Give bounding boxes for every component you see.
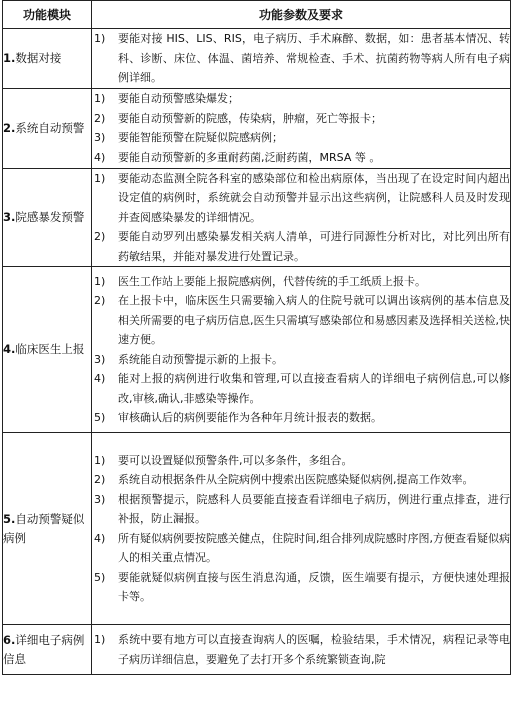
item-index: 4) xyxy=(94,372,106,385)
function-spec-table xyxy=(2,0,511,675)
item-index: 1) xyxy=(94,633,106,646)
item-text: 要能自动罗列出感染暴发相关病人清单，可进行同源性分析对比，对比列出所有药敏结果，并能对暴发进行处置记录。 xyxy=(118,230,510,263)
table-row xyxy=(3,433,511,625)
item-index: 4) xyxy=(94,531,106,545)
module-name: 自动预警疑似病例 xyxy=(3,511,85,545)
list-item xyxy=(92,451,510,471)
list-item xyxy=(92,490,510,529)
list-item xyxy=(92,227,510,266)
item-text: 要能智能预警在院疑似院感病例； xyxy=(118,131,283,144)
header-module: 功能模块 xyxy=(3,1,92,29)
table-row xyxy=(3,88,511,168)
module-name: 系统自动预警 xyxy=(15,120,85,135)
item-text: 系统中要有地方可以直接查询病人的医嘱，检验结果，手术情况，病程记录等电子病历详细信息，要避免了去打开多个系统繁锁查询,院 xyxy=(118,633,510,666)
item-index: 1) xyxy=(94,453,106,467)
list-item xyxy=(92,109,510,129)
module-name: 院感暴发预警 xyxy=(15,209,85,224)
item-index: 3) xyxy=(94,352,106,366)
item-index: 4) xyxy=(94,150,106,164)
list-item xyxy=(92,291,510,350)
list-item xyxy=(92,29,510,88)
item-text: 要能就疑似病例直接与医生消息沟通，反馈，医生端要有提示，方便快速处理报卡等。 xyxy=(118,570,510,603)
module-cell xyxy=(3,433,92,625)
list-item xyxy=(92,350,510,370)
item-index: 5) xyxy=(94,411,106,424)
item-text: 要能对接 HIS、LIS、RIS，电子病历、手术麻醉、数据，如：患者基本情况、转科、诊断、床位、体温、菌培养、常规检查、手术、抗菌药物等病人所有电子病例详细。 xyxy=(118,32,510,84)
item-text: 系统自动根据条件从全院病例中搜索出医院感染疑似病例,提高工作效率。 xyxy=(118,473,474,486)
item-text: 要可以设置疑似预警条件,可以多条件，多组合。 xyxy=(118,453,353,467)
list-item xyxy=(92,630,510,669)
table-row xyxy=(3,267,511,433)
item-text: 在上报卡中，临床医生只需要输入病人的住院号就可以调出该病例的基本信息及相关所需要的电子病历信息,医生只需填写感染部位和易感因素及选择相关送检,快速方便。 xyxy=(118,294,510,346)
params-cell xyxy=(92,267,511,433)
module-cell xyxy=(3,267,92,433)
item-text: 根据预警提示，院感科人员要能直接查看详细电子病历，例进行重点排查，进行补报，防止漏报。 xyxy=(118,492,510,525)
params-cell xyxy=(92,168,511,267)
list-item xyxy=(92,272,510,292)
list-item xyxy=(92,89,510,109)
item-text: 要能自动预警新的院感，传染病，肿瘤，死亡等报卡； xyxy=(118,111,382,125)
module-number: 1. xyxy=(3,50,16,65)
module-cell xyxy=(3,29,92,89)
item-index: 3) xyxy=(94,131,106,144)
item-text: 医生工作站上要能上报院感病例，代替传统的手工纸质上报卡。 xyxy=(118,274,426,288)
module-cell xyxy=(3,88,92,168)
list-item xyxy=(92,148,510,168)
item-text: 要能动态监测全院各科室的感染部位和检出病原体，当出现了在设定时间内超出设定值的病例时，系统就会自动预警并显示出这些病例，让院感科人员及时发现并查阅感染暴发的详细情况。 xyxy=(118,171,510,224)
item-text: 要能自动预警新的多重耐药菌,泛耐药菌，MRSA 等 。 xyxy=(118,150,381,164)
module-cell xyxy=(3,625,92,675)
list-item xyxy=(92,529,510,568)
item-text: 审核确认后的病例要能作为各种年月统计报表的数据。 xyxy=(118,411,382,424)
module-name: 数据对接 xyxy=(15,50,62,65)
table-row xyxy=(3,168,511,267)
module-number: 6. xyxy=(3,632,16,647)
list-item xyxy=(92,470,510,490)
table-body xyxy=(3,29,511,675)
item-text: 要能自动预警感染爆发； xyxy=(118,92,239,105)
module-number: 5. xyxy=(3,511,16,526)
item-index: 2) xyxy=(94,473,106,486)
list-item xyxy=(92,369,510,408)
item-index: 1) xyxy=(94,92,106,105)
table-row xyxy=(3,625,511,675)
module-cell xyxy=(3,168,92,267)
item-index: 2) xyxy=(94,230,106,243)
params-cell xyxy=(92,29,511,89)
list-item xyxy=(92,128,510,148)
item-index: 1) xyxy=(94,32,106,45)
params-cell xyxy=(92,433,511,625)
list-item xyxy=(92,568,510,607)
header-params: 功能参数及要求 xyxy=(92,1,511,29)
list-item xyxy=(92,169,510,228)
params-cell xyxy=(92,88,511,168)
item-text: 系统能自动预警提示新的上报卡。 xyxy=(118,352,283,366)
item-text: 所有疑似病例要按院感关健点，住院时间,组合排列成院感时序图,方便查看疑似病人的相关重点情况。 xyxy=(118,531,510,564)
module-number: 3. xyxy=(3,209,16,224)
item-index: 1) xyxy=(94,274,106,288)
item-index: 2) xyxy=(94,111,106,125)
module-number: 4. xyxy=(3,342,16,356)
item-index: 2) xyxy=(94,294,106,307)
module-number: 2. xyxy=(3,120,16,135)
table-header-row xyxy=(3,1,511,29)
item-index: 5) xyxy=(94,570,106,584)
list-item xyxy=(92,408,510,428)
item-text: 能对上报的病例进行收集和管理,可以直接查看病人的详细电子病例信息,可以修改,审核,确认,非感染等操作。 xyxy=(118,372,510,405)
params-cell xyxy=(92,625,511,675)
module-name: 详细电子病例信息 xyxy=(3,632,85,666)
item-index: 1) xyxy=(94,171,106,185)
module-name: 临床医生上报 xyxy=(15,342,85,356)
item-index: 3) xyxy=(94,492,106,506)
table-row xyxy=(3,29,511,89)
